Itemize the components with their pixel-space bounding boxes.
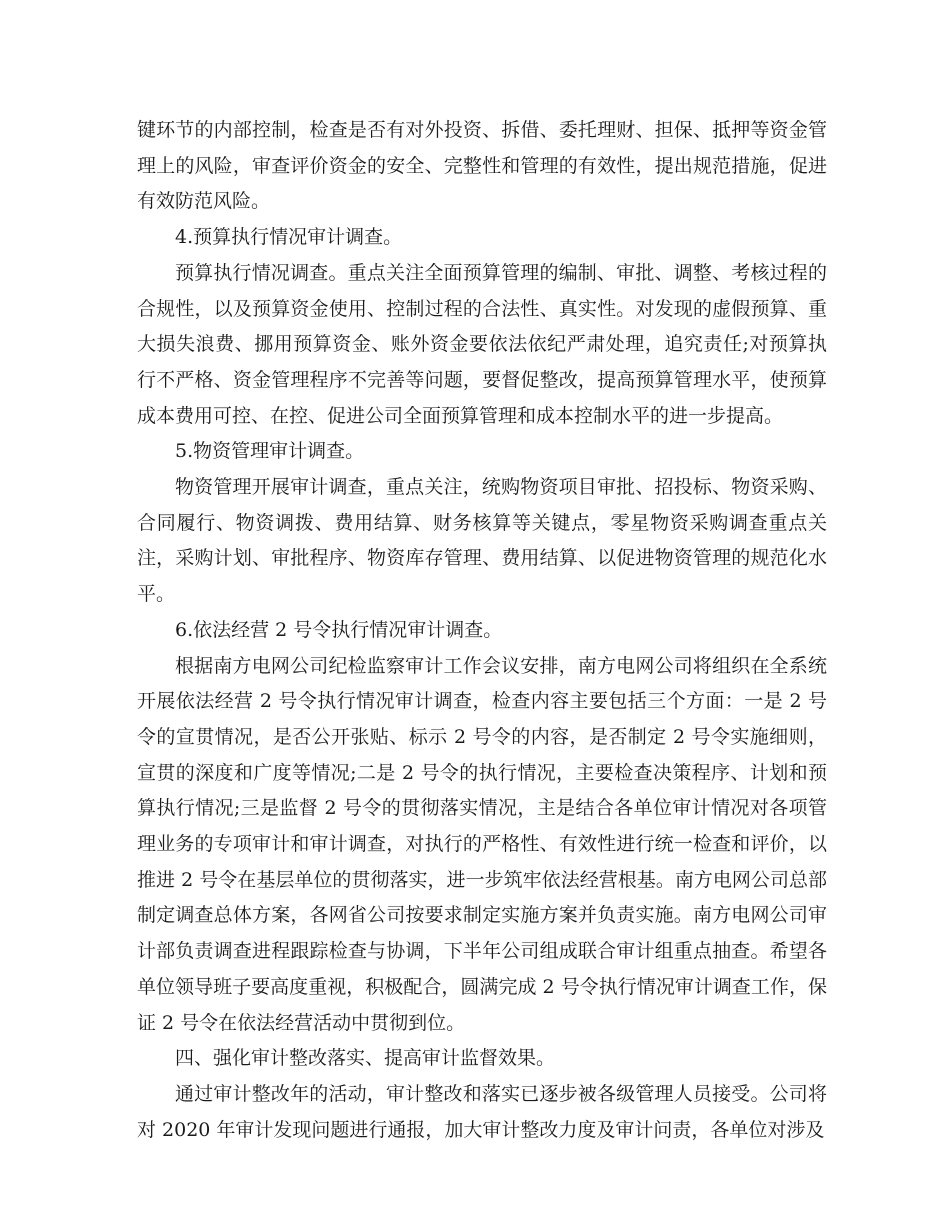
document-body [137,113,827,1148]
paragraph-order-no2: 根据南方电网公司纪检监察审计工作会议安排，南方电网公司将组织在全系统开展依法经营 2 号令执行情况审计调查，检查内容主要包括三个方面：一是 2 号令的宣贯情况，是否公开张贴、标示 2 号令的内容，是否制定 2 号令实施细则，宣贯的深度和广度等情况;二是 2 号令的执行情况，主要检查决策程序、计划和预算执行情况;三是监督 2 号令的贯彻落实情况，主是结合各单位审计情况对各项管理业务的专项审计和审计调查，对执行的严格性、有效性进行统一检查和评价，以推进 2 号令在基层单位的贯彻落实，进一步筑牢依法经营根基。南方电网公司总部制定调查总体方案，各网省公司按要求制定实施方案并负责实施。南方电网公司审计部负责调查进程跟踪检查与协调，下半年公司组成联合审计组重点抽查。希望各单位领导班子要高度重视，积极配合，圆满完成 2 号令执行情况审计调查工作，保证 2 号令在依法经营活动中贯彻到位。 [137,654,827,1034]
heading-budget-execution: 4.预算执行情况审计调查。 [175,226,403,249]
paragraph-budget-execution: 预算执行情况调查。重点关注全面预算管理的编制、审批、调整、考核过程的合规性，以及预算资金使用、控制过程的合法性、真实性。对发现的虚假预算、重大损失浪费、挪用预算资金、账外资金要依法依纪严肃处理，追究责任;对预算执行不严格、资金管理程序不完善等问题，要督促整改，提高预算管理水平，使预算成本费用可控、在控、促进公司全面预算管理和成本控制水平的进一步提高。 [137,261,827,427]
heading-materials-management: 5.物资管理审计调查。 [175,440,365,463]
paragraph-audit-rectification: 通过审计整改年的活动，审计整改和落实已逐步被各级管理人员接受。公司将对 2020 年审计发现问题进行通报，加大审计整改力度及审计问责，各单位对涉及 [137,1082,827,1141]
heading-order-no2: 6.依法经营 2 号令执行情况审计调查。 [175,618,503,641]
paragraph-materials-management: 物资管理开展审计调查，重点关注，统购物资项目审批、招投标、物资采购、合同履行、物资调拨、费用结算、财务核算等关键点，零星物资采购调查重点关注，采购计划、审批程序、物资库存管理、费用结算、以促进物资管理的规范化水平。 [137,476,827,606]
paragraph-fund-control-continued: 键环节的内部控制，检查是否有对外投资、拆借、委托理财、担保、抵押等资金管理上的风险，审查评价资金的安全、完整性和管理的有效性，提出规范措施，促进有效防范风险。 [137,119,827,213]
heading-section-four: 四、强化审计整改落实、提高审计监督效果。 [175,1047,556,1070]
